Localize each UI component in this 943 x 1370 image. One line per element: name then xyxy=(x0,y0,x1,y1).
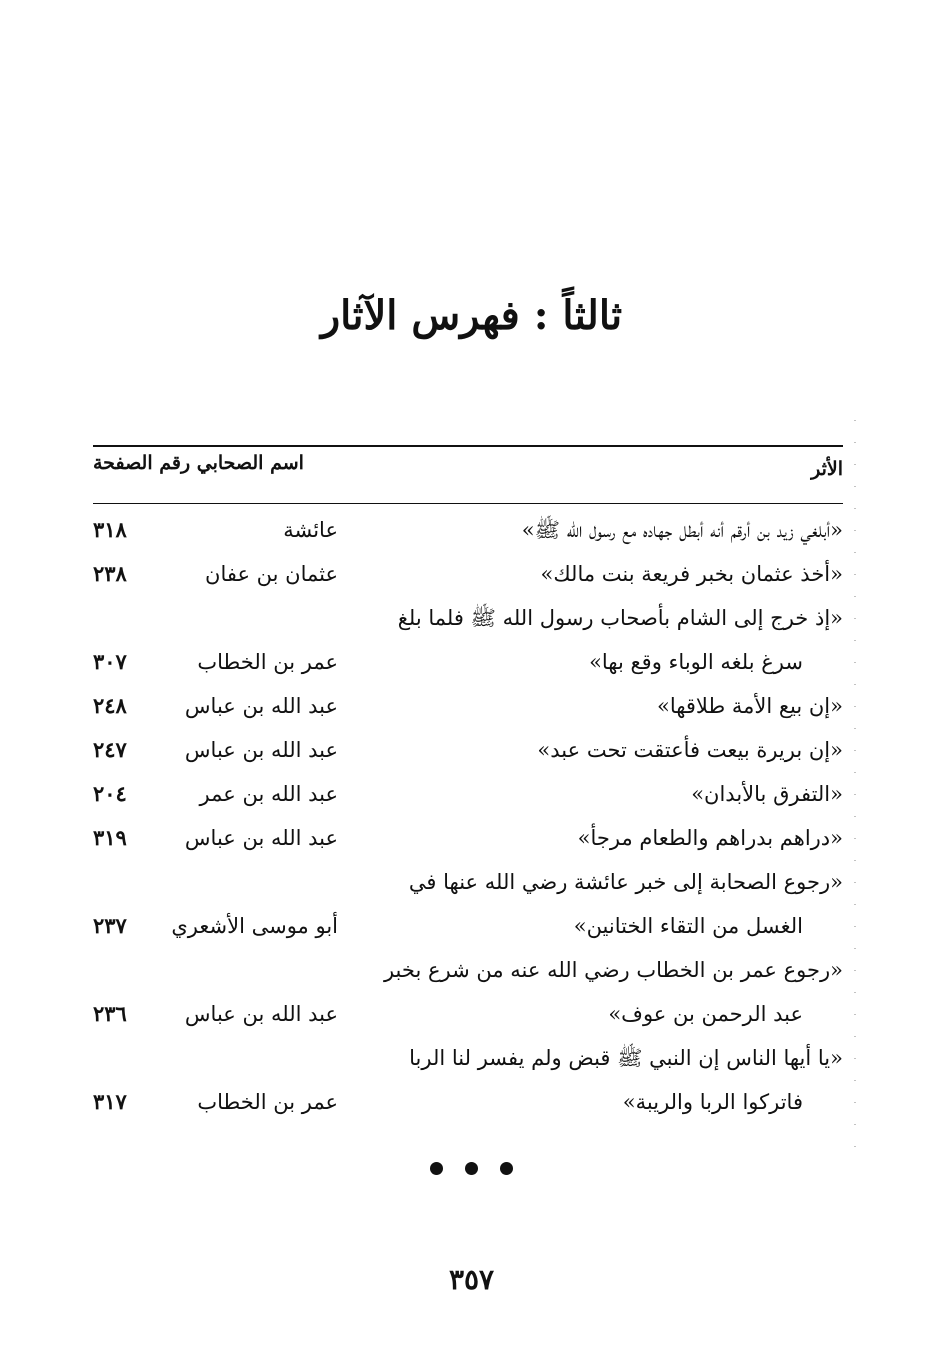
athar-text xyxy=(378,508,843,552)
table-row xyxy=(93,860,843,948)
sahabi-name: عبد الله بن عباس xyxy=(184,1002,338,1026)
athar-line: «أخذ عثمان بخبر فريعة بنت مالك» xyxy=(540,562,843,586)
margin-dotted-line xyxy=(854,420,856,1150)
table-header-rule xyxy=(93,503,843,504)
athar-text xyxy=(378,860,843,948)
table-row xyxy=(93,772,843,816)
page-reference: ٢٣٨ xyxy=(93,561,127,586)
sahabi-name: عبد الله بن عباس xyxy=(184,738,338,762)
table-row xyxy=(93,816,843,860)
sahabi-name: أبو موسى الأشعري xyxy=(171,914,338,938)
column-header-sahabi-page: اسم الصحابي رقم الصفحة xyxy=(93,452,304,474)
athar-line: «يا أيها الناس إن النبي ﷺ قبض ولم يفسر لنا الربا xyxy=(409,1046,843,1070)
athar-text xyxy=(378,1036,843,1124)
table-row xyxy=(93,684,843,728)
sahabi-name: عبد الله بن عباس xyxy=(184,826,338,850)
page-reference: ٣١٧ xyxy=(93,1089,127,1114)
dot-icon xyxy=(500,1162,513,1175)
page-reference: ٣٠٧ xyxy=(93,649,127,674)
page-reference: ٢٣٦ xyxy=(93,1001,127,1026)
sahabi-name: عبد الله بن عمر xyxy=(199,782,338,806)
column-header-athar: الأثر xyxy=(811,458,843,480)
sahabi-name: عمر بن الخطاب xyxy=(197,650,338,674)
table-row xyxy=(93,552,843,596)
page-reference: ٣١٨ xyxy=(93,517,127,542)
athar-line: «التفرق بالأبدان» xyxy=(691,782,843,806)
section-end-dots xyxy=(0,1160,943,1179)
athar-text xyxy=(378,552,843,596)
table-row xyxy=(93,596,843,684)
table-top-rule xyxy=(93,445,843,447)
athar-text xyxy=(378,948,843,1036)
page-title: ثالثاً : فهرس الآثار xyxy=(320,292,623,339)
table-row xyxy=(93,728,843,772)
dot-icon xyxy=(465,1162,478,1175)
table-row xyxy=(93,948,843,1036)
page-reference: ٢٤٧ xyxy=(93,737,127,762)
athar-line: «دراهم بدراهم والطعام مرجأ» xyxy=(577,826,843,850)
page-reference: ٢٤٨ xyxy=(93,693,127,718)
sahabi-name: عمر بن الخطاب xyxy=(197,1090,338,1114)
athar-line: «إذ خرج إلى الشام بأصحاب رسول الله ﷺ فلما بلغ xyxy=(397,606,843,630)
page-reference: ٢٣٧ xyxy=(93,913,127,938)
athar-line: «رجوع عمر بن الخطاب رضي الله عنه من شرع بخبر xyxy=(383,958,843,982)
athar-text xyxy=(378,684,843,728)
page-reference: ٣١٩ xyxy=(93,825,127,850)
athar-line: عبد الرحمن بن عوف» xyxy=(608,1002,803,1026)
page-number: ٣٥٧ xyxy=(448,1263,495,1296)
athar-line: «أبلغي زيد بن أرقم أنه أبطل جهاده مع رسول الله ﷺ» xyxy=(521,518,843,542)
table-row xyxy=(93,1036,843,1124)
table-header xyxy=(93,452,843,492)
athar-line: «إن بيع الأمة طلاقها» xyxy=(656,694,843,718)
athar-line: «إن بريرة بيعت فأعتقت تحت عبد» xyxy=(537,738,843,762)
sahabi-name: عثمان بن عفان xyxy=(205,562,338,586)
page-reference: ٢٠٤ xyxy=(93,781,127,806)
sahabi-name: عائشة xyxy=(283,518,338,542)
athar-text xyxy=(378,728,843,772)
athar-text xyxy=(378,816,843,860)
sahabi-name: عبد الله بن عباس xyxy=(184,694,338,718)
athar-line: «رجوع الصحابة إلى خبر عائشة رضي الله عنها في xyxy=(408,870,843,894)
athar-line: فاتركوا الربا والريبة» xyxy=(622,1090,803,1114)
athar-text xyxy=(378,772,843,816)
athar-line: سرغ بلغه الوباء وقع بها» xyxy=(589,650,803,674)
athar-text xyxy=(378,596,843,684)
table-row xyxy=(93,508,843,552)
athar-line: الغسل من التقاء الختانين» xyxy=(573,914,803,938)
dot-icon xyxy=(430,1162,443,1175)
